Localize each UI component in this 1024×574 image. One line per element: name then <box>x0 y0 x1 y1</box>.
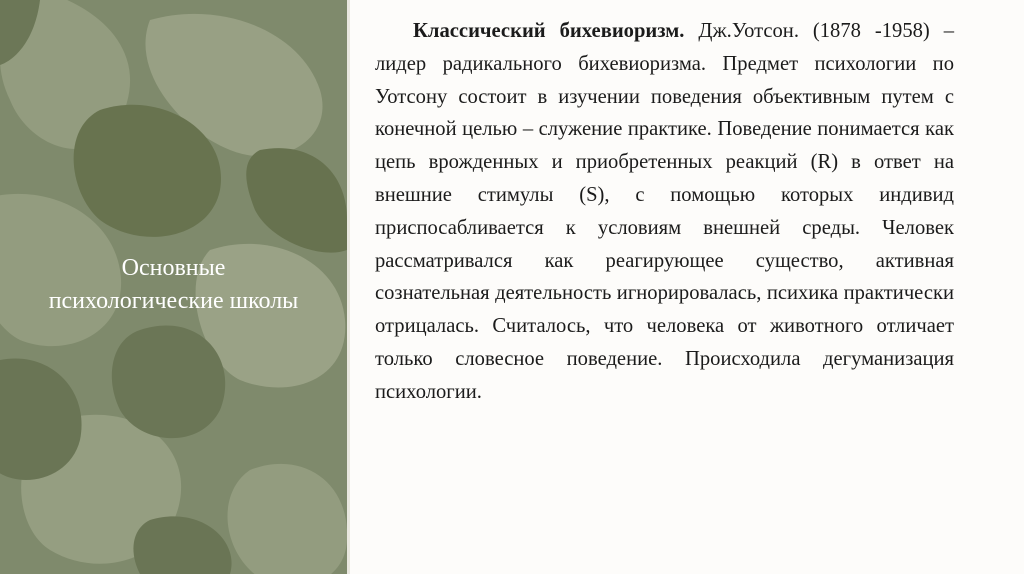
panel-divider <box>347 0 350 574</box>
paragraph-lead-bold: Классический бихевиоризм. <box>413 20 685 42</box>
title-panel <box>0 0 347 574</box>
paragraph-text: Дж.Уотсон. (1878 -1958) – лидер радикального бихевиоризма. Предмет психологии по Уотсону состоит в изучении поведения объективным путем с конечной целью – служение практике. Поведение понимается как цепь врожденных и приобретенных реакций (R) в ответ на внешние стимулы (S), с помощью которых индивид приспосабливается к условиям внешней среды. Человек рассматривался как реагирующее существо, активная сознательная деятельность игнорировалась, психика практически отрицалась. Считалось, что человека от животного отличает только словесное поведение. Происходила дегуманизация психологии. <box>375 20 955 403</box>
section-title-line-1: Основные <box>121 255 226 281</box>
section-title <box>0 252 347 318</box>
body-paragraph <box>375 15 954 409</box>
section-title-line-2: психологические школы <box>48 288 299 314</box>
